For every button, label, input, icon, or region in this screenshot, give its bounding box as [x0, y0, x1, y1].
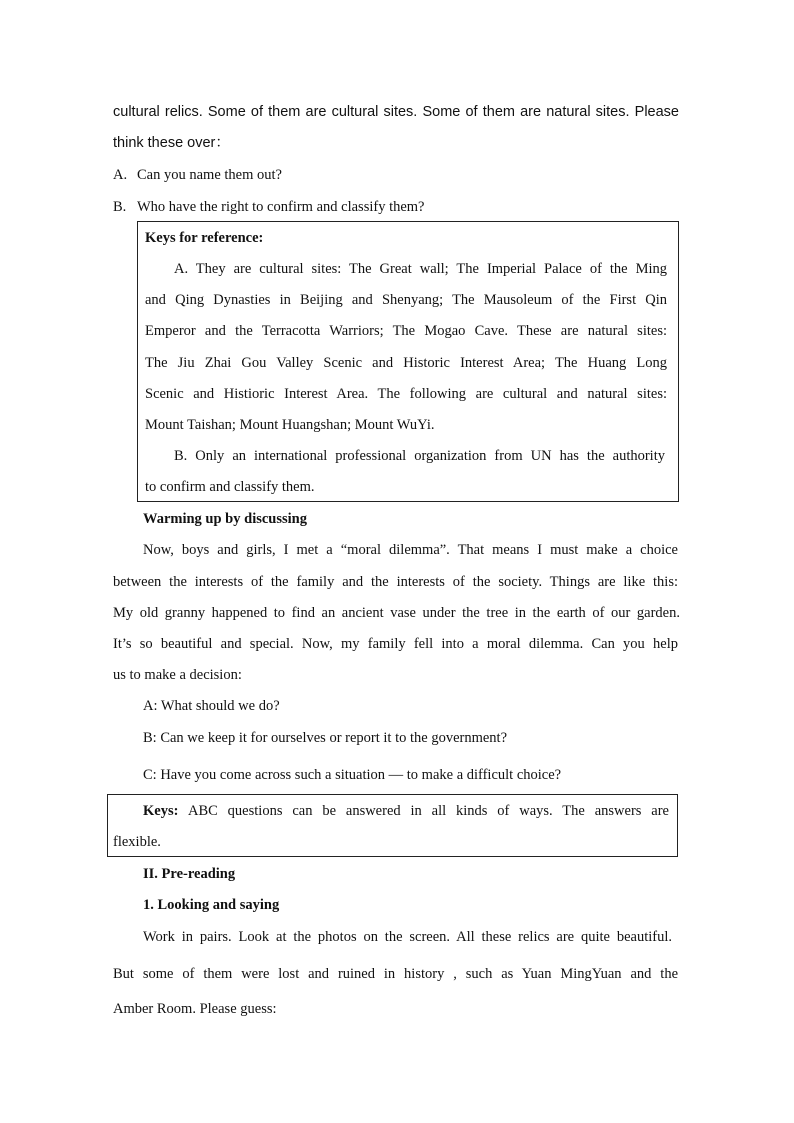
keys-answer-line-1: ABC questions can be answered in all kinds of ways. The answers are [188, 803, 669, 819]
keys-line: The Jiu Zhai Gou Valley Scenic and Historic Interest Area; The Huang Long [145, 355, 667, 371]
keys-answer-line-2: flexible. [113, 834, 161, 850]
prereading-subheading: 1. Looking and saying [143, 897, 280, 913]
intro-line-1: cultural relics. Some of them are cultural sites. Some of them are natural sites. Please [113, 104, 679, 120]
warming-heading: Warming up by discussing [143, 511, 307, 527]
warming-line: Now, boys and girls, I met a “moral dilemma”. That means I must make a choice [143, 542, 678, 558]
keys-answer-label: Keys: [143, 803, 179, 819]
prereading-line: Work in pairs. Look at the photos on the screen. All these relics are quite beautiful. [143, 929, 672, 945]
keys-line: Mount Taishan; Mount Huangshan; Mount WuYi. [145, 417, 435, 433]
warming-line: us to make a decision: [113, 667, 242, 683]
keys-line: B. Only an international professional organization from UN has the authority [174, 448, 665, 464]
intro-line-2: think these over： [113, 135, 230, 151]
question-a-text: Can you name them out? [137, 167, 282, 183]
question-a-marker: A. [113, 167, 128, 183]
keys-line: Scenic and Histioric Interest Area. The following are cultural and natural sites: [145, 386, 667, 402]
keys-line: Emperor and the Terracotta Warriors; The Mogao Cave. These are natural sites: [145, 323, 667, 339]
warming-question-b: B: Can we keep it for ourselves or report it to the government? [143, 730, 508, 746]
keys-reference-heading: Keys for reference: [145, 230, 264, 246]
prereading-line: Amber Room. Please guess: [113, 1001, 277, 1017]
keys-line: to confirm and classify them. [145, 479, 315, 495]
keys-line: and Qing Dynasties in Beijing and Shenyang; The Mausoleum of the First Qin [145, 292, 667, 308]
warming-line: My old granny happened to find an ancient vase under the tree in the earth of our garden. [113, 605, 680, 621]
warming-question-a: A: What should we do? [143, 698, 280, 714]
keys-line: A. They are cultural sites: The Great wall; The Imperial Palace of the Ming [174, 261, 667, 277]
question-b-text: Who have the right to confirm and classify them? [137, 199, 425, 215]
warming-line: It’s so beautiful and special. Now, my family fell into a moral dilemma. Can you help [113, 636, 678, 652]
prereading-line: But some of them were lost and ruined in history , such as Yuan MingYuan and the [113, 966, 678, 982]
prereading-heading: II. Pre-reading [143, 866, 236, 882]
warming-line: between the interests of the family and the interests of the society. Things are like this: [113, 574, 678, 590]
question-b-marker: B. [113, 199, 127, 215]
warming-question-c: C: Have you come across such a situation — to make a difficult choice? [143, 767, 562, 783]
